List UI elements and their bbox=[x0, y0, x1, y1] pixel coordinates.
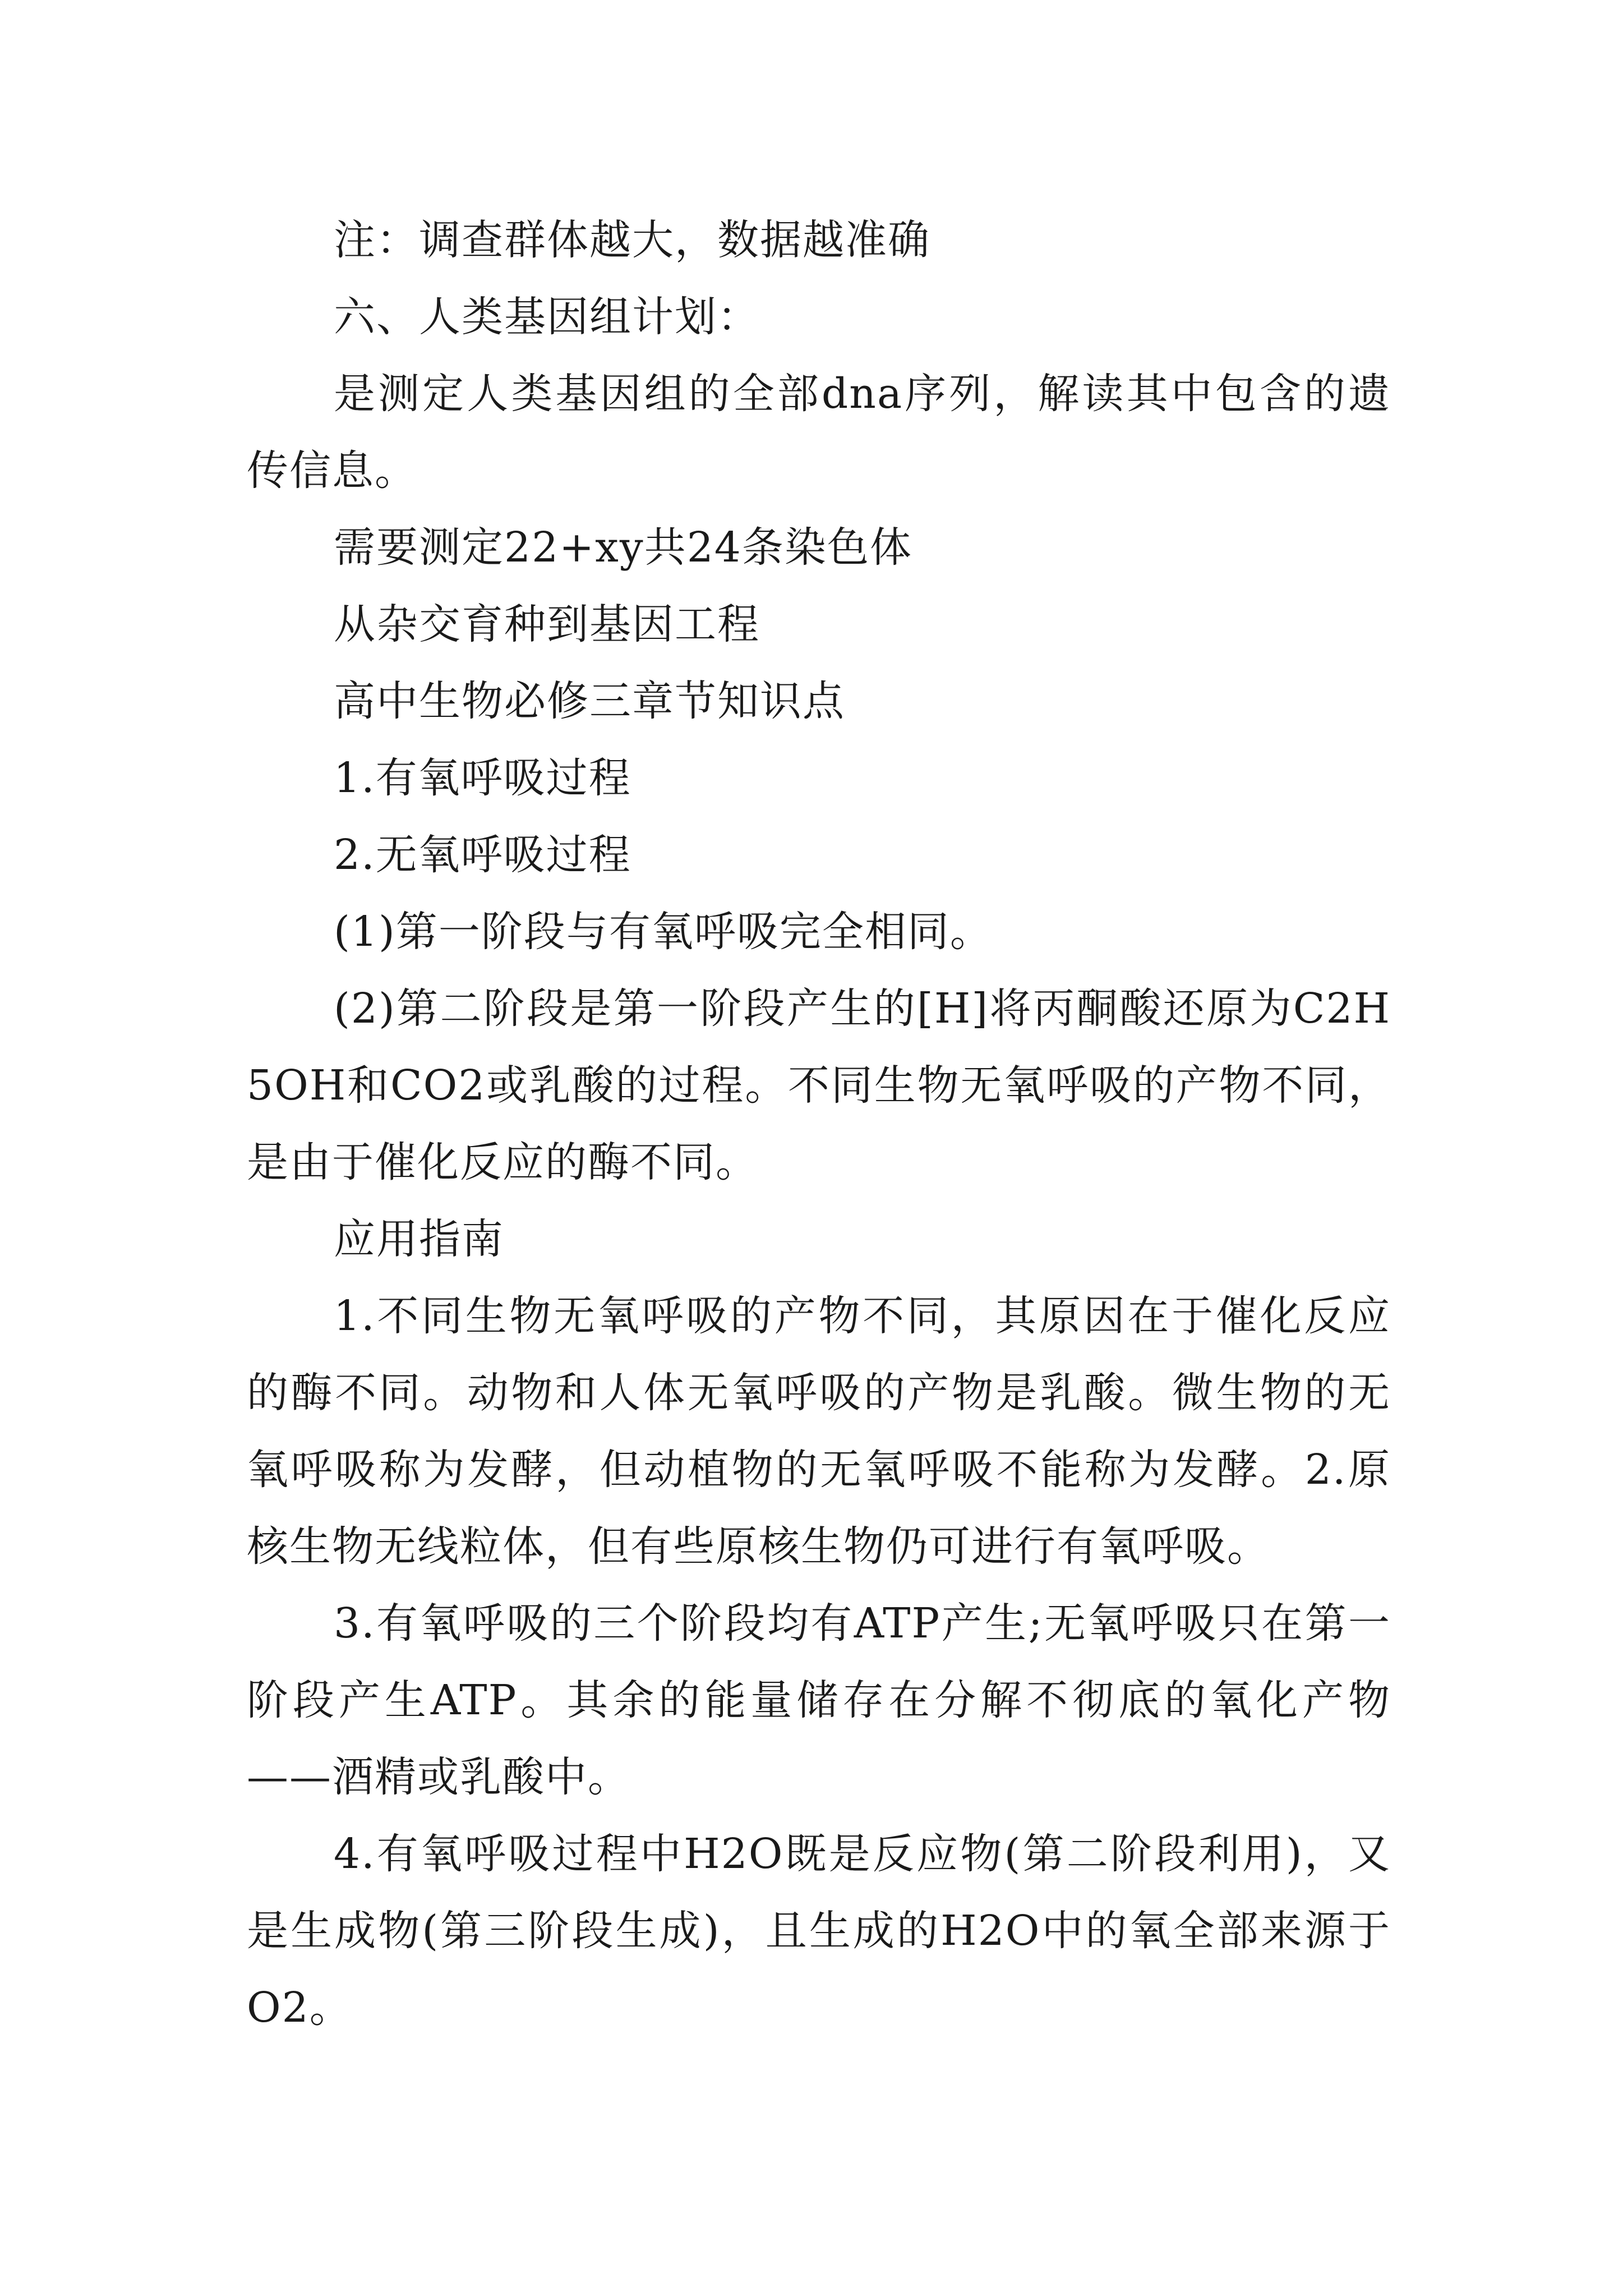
paragraph-guide-point-4: 4.有氧呼吸过程中H2O既是反应物(第二阶段利用)，又是生成物(第三阶段生成)，且生成的H2O中的氧全部来源于O2。 bbox=[247, 1830, 1391, 2032]
list-item-anaerobic-respiration: 2.无氧呼吸过程 bbox=[334, 831, 631, 879]
list-item-aerobic-respiration: 1.有氧呼吸过程 bbox=[334, 754, 631, 802]
paragraph-genome-definition: 是测定人类基因组的全部dna序列，解读其中包含的遗传信息。 bbox=[247, 370, 1391, 495]
paragraph-stage-one: (1)第一阶段与有氧呼吸完全相同。 bbox=[334, 908, 993, 956]
document-body bbox=[247, 202, 1391, 2046]
paragraph-breeding-to-engineering: 从杂交育种到基因工程 bbox=[334, 600, 760, 648]
section-heading-application-guide: 应用指南 bbox=[334, 1215, 504, 1263]
paragraph-chromosomes: 需要测定22+xy共24条染色体 bbox=[334, 523, 912, 572]
paragraph-guide-point-1-2: 1.不同生物无氧呼吸的产物不同，其原因在于催化反应的酶不同。动物和人体无氧呼吸的产物是乳酸。微生物的无氧呼吸称为发酵，但动植物的无氧呼吸不能称为发酵。2.原核生物无线粒体，但有些原核生物仍可进行有氧呼吸。 bbox=[247, 1292, 1391, 1571]
paragraph-guide-point-3: 3.有氧呼吸的三个阶段均有ATP产生;无氧呼吸只在第一阶段产生ATP。其余的能量储存在分解不彻底的氧化产物——酒精或乳酸中。 bbox=[247, 1599, 1391, 1801]
section-heading-biology-knowledge: 高中生物必修三章节知识点 bbox=[334, 677, 845, 725]
section-heading-human-genome-project: 六、人类基因组计划： bbox=[334, 293, 760, 341]
paragraph-note: 注：调查群体越大，数据越准确 bbox=[334, 216, 930, 264]
paragraph-stage-two: (2)第二阶段是第一阶段产生的[H]将丙酮酸还原为C2H5OH和CO2或乳酸的过程。不同生物无氧呼吸的产物不同，是由于催化反应的酶不同。 bbox=[247, 984, 1391, 1186]
